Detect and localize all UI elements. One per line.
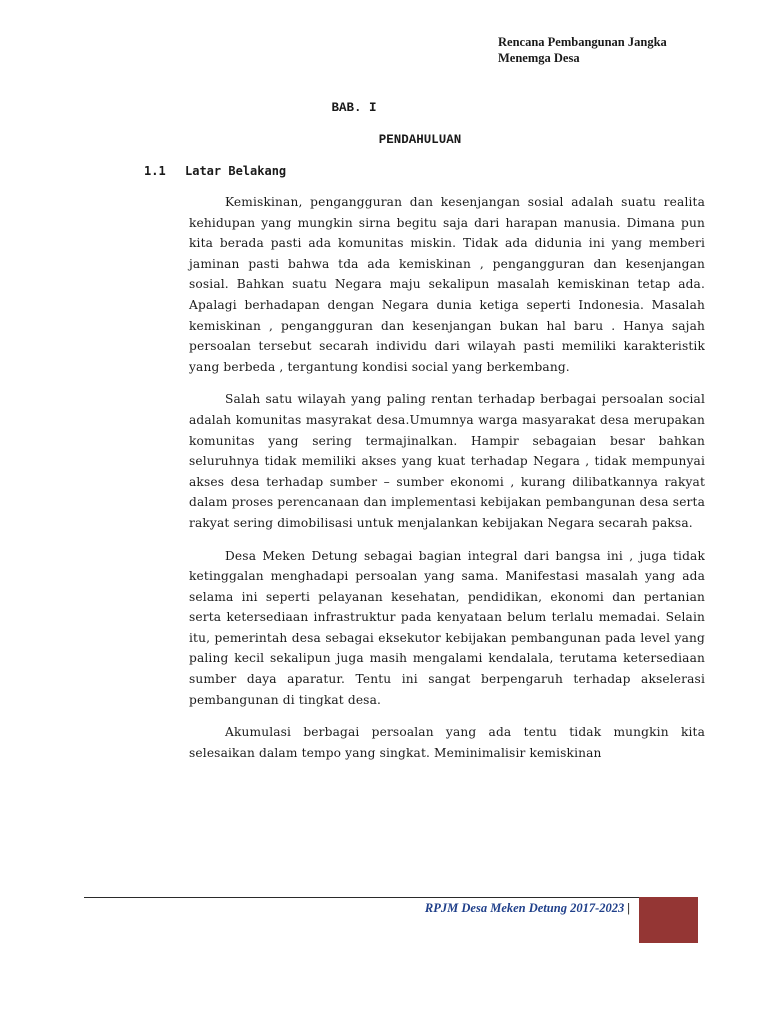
- footer-separator: |: [627, 901, 630, 915]
- chapter-title: PENDAHULUAN: [378, 133, 462, 147]
- section-number: 1.1: [144, 164, 166, 178]
- footer-divider: [84, 897, 698, 898]
- paragraph: Desa Meken Detung sebagai bagian integral dari bangsa ini , juga tidak ketinggalan menghadapi persoalan yang sama. Manifestasi masalah yang ada selama ini seperti pelayanan kesehatan, pendidikan, ekonomi dan pertanian serta ketersediaan infrastruktur pada kenyataan belum terlalu memadai. Selain itu, pemerintah desa sebagai eksekutor kebijakan pembangunan pada level yang paling kecil sekalipun juga masih mengalami kendalala, terutama ketersediaan sumber daya aparatur. Tentu ini sangat berpengaruh terhadap akselerasi pembangunan di tingkat desa.: [189, 548, 705, 707]
- paragraph: Akumulasi berbagai persoalan yang ada tentu tidak mungkin kita selesaikan dalam tempo yang singkat. Meminimalisir kemiskinan: [189, 725, 705, 760]
- page-number-box: [639, 897, 698, 943]
- page-header: [498, 34, 748, 66]
- footer-document-name: RPJM Desa Meken Detung 2017-2023: [424, 901, 625, 915]
- body-text: [189, 192, 705, 775]
- paragraph: Kemiskinan, pengangguran dan kesenjangan sosial adalah suatu realita kehidupan yang mungkin sirna begitu saja dari harapan manusia. Dimana pun kita berada pasti ada komunitas miskin. Tidak ada didunia ini yang memberi jaminan pasti bahwa tda ada kemiskinan , pengangguran dan kesenjangan sosial. Bahkan suatu Negara maju sekalipun masalah kemiskinan tetap ada. Apalagi berhadapan dengan Negara dunia ketiga seperti Indonesia. Masalah kemiskinan , pengangguran dan kesenjangan bukan hal baru . Hanya sajah persoalan tersebut secarah individu dari wilayah pasti memiliki karakteristik yang berbeda , tergantung kondisi social yang berkembang.: [189, 195, 705, 374]
- chapter-number: BAB. I: [331, 101, 377, 115]
- header-line-2: Menemga Desa: [498, 51, 580, 65]
- section-heading: [144, 164, 286, 178]
- paragraph: Salah satu wilayah yang paling rentan terhadap berbagai persoalan social adalah komunitas masyrakat desa.Umumnya warga masyarakat desa merupakan komunitas yang sering termajinalkan. Hampir sebagaian besar bahkan seluruhnya tidak memiliki akses yang kuat terhadap Negara , tidak mempunyai akses desa terhadap sumber – sumber ekonomi , kurang dilibatkannya rakyat dalam proses perencanaan dan implementasi kebijakan pembangunan desa serta rakyat sering dimobilisasi untuk menjalankan kebijakan Negara secarah paksa.: [189, 392, 705, 530]
- header-line-1: Rencana Pembangunan Jangka: [498, 35, 667, 49]
- section-title: Latar Belakang: [185, 164, 287, 178]
- footer-title: [330, 901, 630, 916]
